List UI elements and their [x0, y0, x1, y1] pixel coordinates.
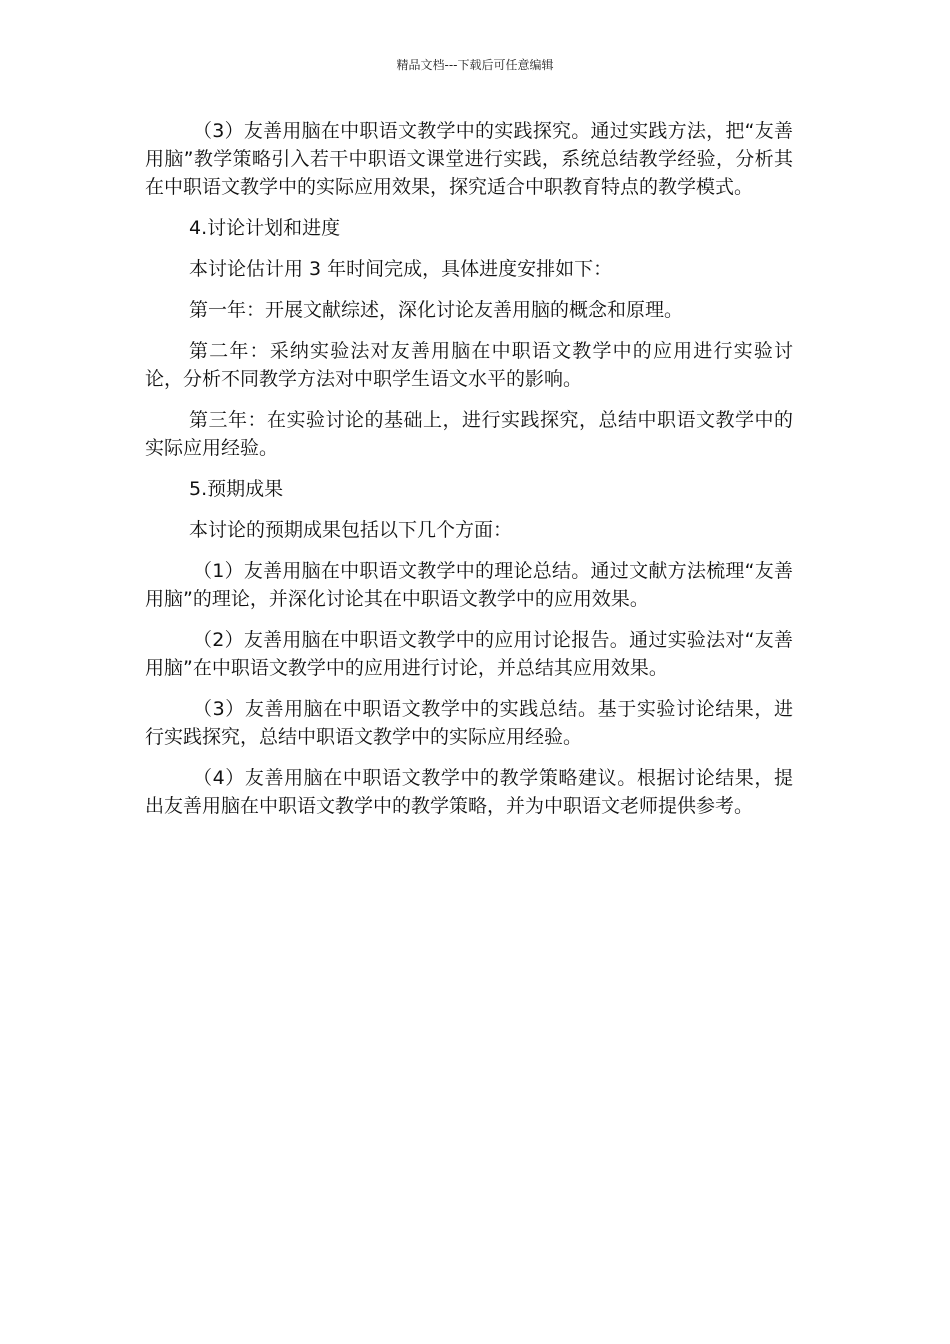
page-header: 精品文档---下载后可任意编辑: [396, 58, 554, 72]
document-body: [145, 117, 793, 833]
paragraph-outcome-1: （1）友善用脑在中职语文教学中的理论总结。通过文献方法梳理“友善用脑”的理论，并深化讨论其在中职语文教学中的应用效果。: [145, 560, 793, 610]
paragraph-practice-exploration: （3）友善用脑在中职语文教学中的实践探究。通过实践方法，把“友善用脑”教学策略引入若干中职语文课堂进行实践，系统总结教学经验，分析其在中职语文教学中的实际应用效果，探究适合中职教育特点的教学模式。: [145, 120, 793, 198]
paragraph-outcome-4: （4）友善用脑在中职语文教学中的教学策略建议。根据讨论结果，提出友善用脑在中职语文教学中的教学策略，并为中职语文老师提供参考。: [145, 767, 793, 817]
paragraph-schedule-intro: 本讨论估计用 3 年时间完成，具体进度安排如下：: [189, 258, 613, 280]
paragraph-outcome-2: （2）友善用脑在中职语文教学中的应用讨论报告。通过实验法对“友善用脑”在中职语文教学中的应用进行讨论，并总结其应用效果。: [145, 629, 793, 679]
paragraph-year-two: 第二年：采纳实验法对友善用脑在中职语文教学中的应用进行实验讨论，分析不同教学方法对中职学生语文水平的影响。: [145, 340, 793, 390]
paragraph-year-one: 第一年：开展文献综述，深化讨论友善用脑的概念和原理。: [189, 299, 684, 321]
paragraph-outcomes-intro: 本讨论的预期成果包括以下几个方面：: [189, 519, 513, 541]
section-heading-outcomes: 5.预期成果: [189, 478, 284, 500]
paragraph-year-three: 第三年：在实验讨论的基础上，进行实践探究，总结中职语文教学中的实际应用经验。: [145, 409, 793, 459]
paragraph-outcome-3: （3）友善用脑在中职语文教学中的实践总结。基于实验讨论结果，进行实践探究，总结中职语文教学中的实际应用经验。: [145, 698, 793, 748]
section-heading-plan: 4.讨论计划和进度: [189, 217, 341, 239]
